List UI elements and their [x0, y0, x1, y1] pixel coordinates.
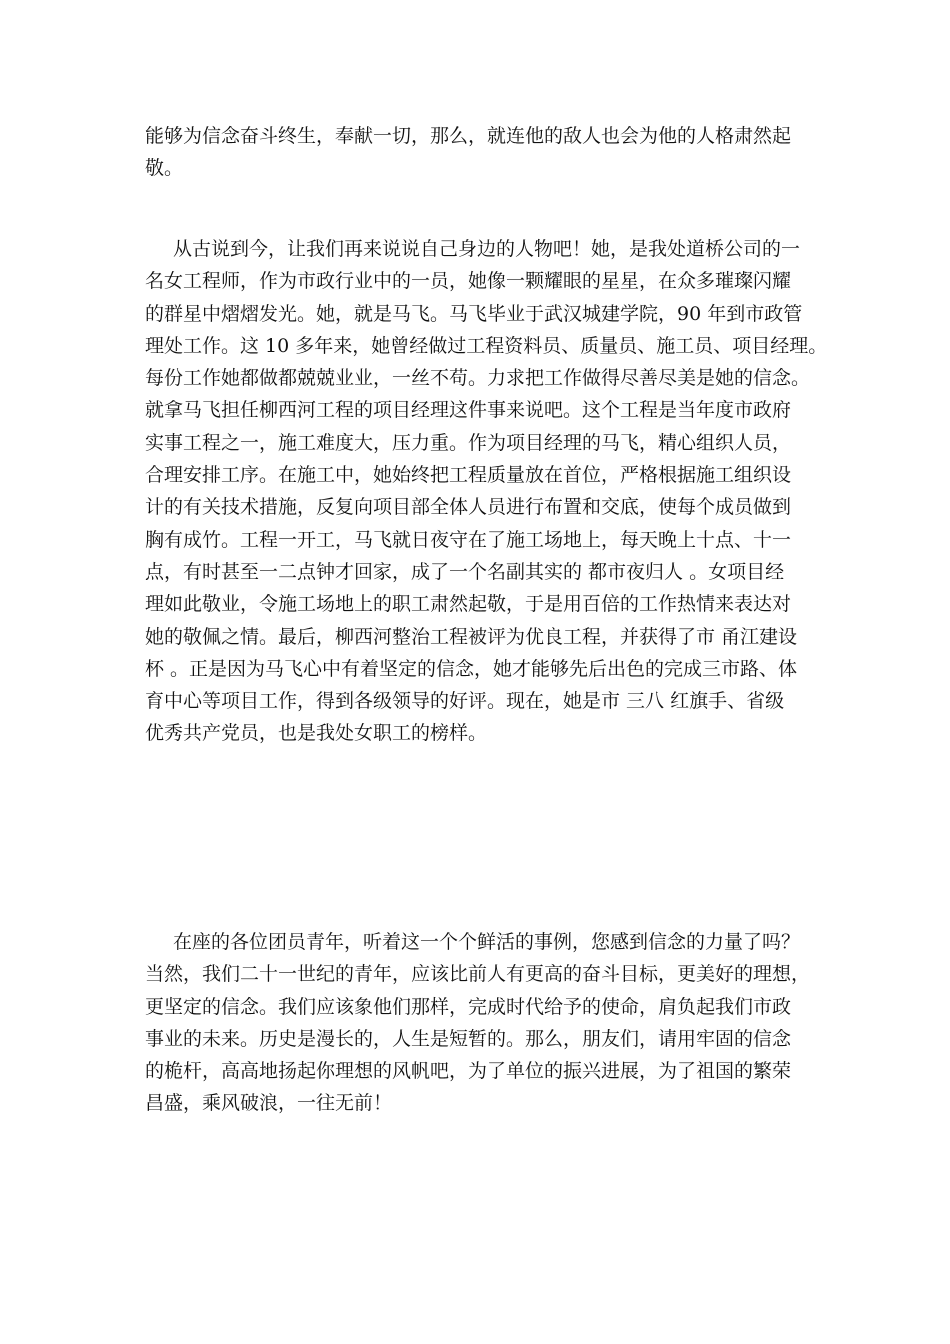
paragraph-1 — [145, 120, 825, 185]
paragraph-line: 每份工作她都做都兢兢业业，一丝不苟。力求把工作做得尽善尽美是她的信念。 — [145, 367, 811, 390]
paragraph-line: 她的敬佩之情。最后，柳西河整治工程被评为优良工程，并获得了市 甬江建设 — [145, 625, 798, 648]
paragraph-line: 优秀共产党员，也是我处女职工的榜样。 — [145, 722, 488, 745]
paragraph-line: 育中心等项目工作，得到各级领导的好评。现在，她是市 三八 红旗手、省级 — [145, 690, 785, 713]
paragraph-3 — [145, 926, 825, 1120]
paragraph-line: 名女工程师，作为市政行业中的一员，她像一颗耀眼的星星，在众多璀璨闪耀 — [145, 270, 792, 293]
paragraph-line: 实事工程之一，施工难度大，压力重。作为项目经理的马飞，精心组织人员， — [145, 431, 792, 454]
paragraph-line: 在座的各位团员青年，听着这一个个鲜活的事例，您感到信念的力量了吗？ — [173, 931, 801, 953]
paragraph-line: 就拿马飞担任柳西河工程的项目经理这件事来说吧。这个工程是当年度市政府 — [145, 399, 792, 422]
paragraph-line: 昌盛，乘风破浪，一往无前！ — [145, 1092, 393, 1115]
paragraph-line: 计的有关技术措施，反复向项目部全体人员进行布置和交底，使每个成员做到 — [145, 496, 792, 519]
paragraph-line: 理如此敬业，令施工场地上的职工肃然起敬，于是用百倍的工作热情来表达对 — [145, 593, 792, 616]
paragraph-line: 从古说到今，让我们再来说说自己身边的人物吧！她，是我处道桥公司的一 — [173, 238, 801, 260]
paragraph-line: 的桅杆，高高地扬起你理想的风帆吧，为了单位的振兴进展，为了祖国的繁荣 — [145, 1060, 792, 1083]
paragraph-2 — [145, 233, 828, 750]
paragraph-line: 敬。 — [145, 157, 184, 180]
paragraph-line: 合理安排工序。在施工中，她始终把工程质量放在首位，严格根据施工组织设 — [145, 464, 792, 487]
paragraph-line: 理处工作。这 10 多年来，她曾经做过工程资料员、质量员、施工员、项目经理。 — [145, 334, 828, 357]
paragraph-line: 胸有成竹。工程一开工，马飞就日夜守在了施工场地上，每天晚上十点、十一 — [145, 528, 792, 551]
paragraph-line: 事业的未来。历史是漫长的，人生是短暂的。那么，朋友们，请用牢固的信念 — [145, 1027, 792, 1050]
paragraph-line: 更坚定的信念。我们应该象他们那样，完成时代给予的使命，肩负起我们市政 — [145, 995, 792, 1018]
paragraph-line: 能够为信念奋斗终生，奉献一切，那么，就连他的敌人也会为他的人格肃然起 — [145, 125, 792, 147]
paragraph-line: 杯 。正是因为马飞心中有着坚定的信念，她才能够先后出色的完成三市路、体 — [145, 657, 798, 680]
paragraph-line: 的群星中熠熠发光。她，就是马飞。马飞毕业于武汉城建学院，90 年到市政管 — [145, 302, 803, 325]
paragraph-line: 当然，我们二十一世纪的青年，应该比前人有更高的奋斗目标，更美好的理想， — [145, 963, 811, 986]
paragraph-line: 点，有时甚至一二点钟才回家，成了一个名副其实的 都市夜归人 。女项目经 — [145, 560, 785, 583]
